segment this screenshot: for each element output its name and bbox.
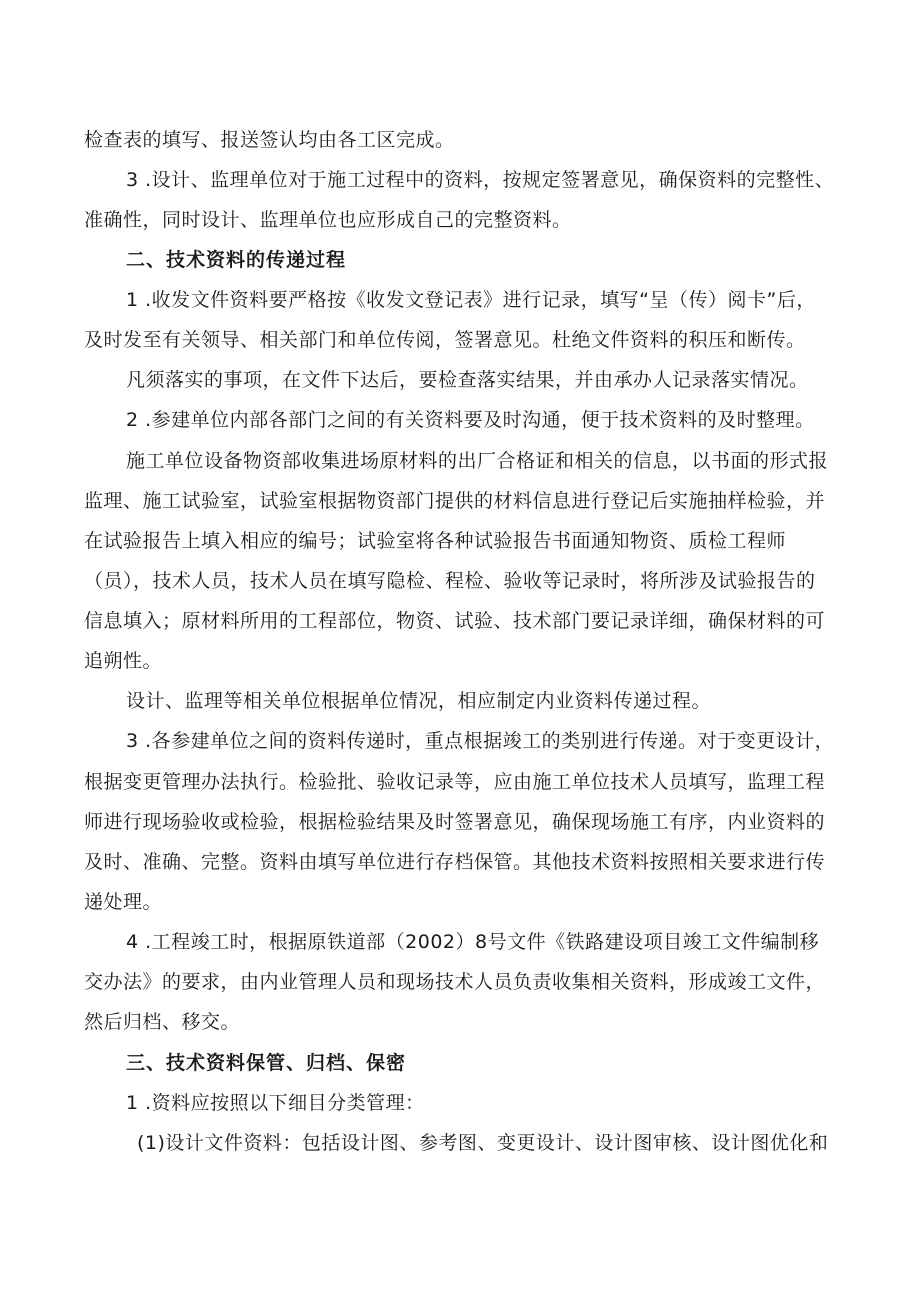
paragraph-line: 然后归档、移交。 bbox=[84, 1011, 241, 1033]
paragraph-line: 监理、施工试验室，试验室根据物资部门提供的材料信息进行登记后实施抽样检验，并 bbox=[84, 490, 826, 512]
paragraph-line: 凡须落实的事项，在文件下达后，要检查落实结果，并由承办人记录落实情况。 bbox=[126, 369, 809, 391]
numbered-item-2: 2 .参建单位内部各部门之间的有关资料要及时沟通，便于技术资料的及时整理。 bbox=[126, 409, 815, 431]
paragraph-line: （员），技术人员，技术人员在填写隐检、程检、验收等记录时，将所涉及试验报告的 bbox=[84, 570, 816, 592]
paragraph-line: 检查表的填写、报送签认均由各工区完成。 bbox=[84, 129, 455, 151]
paragraph-line: 准确性，同时设计、监理单位也应形成自己的完整资料。 bbox=[84, 209, 572, 231]
paragraph-line: 施工单位设备物资部收集进场原材料的出厂合格证和相关的信息，以书面的形式报 bbox=[126, 450, 829, 472]
numbered-item-1: 1 .收发文件资料要严格按《收发文登记表》进行记录，填写“呈（传）阅卡”后， bbox=[126, 289, 816, 311]
sub-item-1: (1)设计文件资料：包括设计图、参考图、变更设计、设计图审核、设计图优化和 bbox=[137, 1132, 829, 1154]
numbered-item-1: 1 .资料应按照以下细目分类管理： bbox=[126, 1092, 425, 1114]
paragraph-line: 信息填入；原材料所用的工程部位，物资、试验、技术部门要记录详细，确保材料的可 bbox=[84, 610, 826, 632]
paragraph-line: 设计、监理等相关单位根据单位情况，相应制定内业资料传递过程。 bbox=[126, 690, 712, 712]
numbered-item-3: 3 .各参建单位之间的资料传递时，重点根据竣工的类别进行传递。对于变更设计， bbox=[126, 730, 835, 752]
paragraph-line: 递处理。 bbox=[84, 891, 163, 913]
paragraph-line: 在试验报告上填入相应的编号；试验室将各种试验报告书面通知物资、质检工程师 bbox=[84, 530, 787, 552]
numbered-item-4: 4 .工程竣工时，根据原铁道部（2002）8号文件《铁路建设项目竣工文件编制移 bbox=[126, 931, 820, 953]
paragraph-line: 及时发至有关领导、相关部门和单位传阅，签署意见。杜绝文件资料的积压和断传。 bbox=[84, 329, 806, 351]
numbered-item-3: 3 .设计、监理单位对于施工过程中的资料，按规定签署意见，确保资料的完整性、 bbox=[126, 169, 835, 191]
section-heading-2: 二、技术资料的传递过程 bbox=[126, 249, 347, 271]
paragraph-line: 师进行现场验收或检验，根据检验结果及时签署意见，确保现场施工有序，内业资料的 bbox=[84, 811, 826, 833]
section-heading-3: 三、技术资料保管、归档、保密 bbox=[126, 1052, 407, 1074]
paragraph-line: 及时、准确、完整。资料由填写单位进行存档保管。其他技术资料按照相关要求进行传 bbox=[84, 851, 826, 873]
paragraph-line: 交办法》的要求，由内业管理人员和现场技术人员负责收集相关资料，形成竣工文件， bbox=[84, 971, 826, 993]
paragraph-line: 追朔性。 bbox=[84, 650, 163, 672]
paragraph-line: 根据变更管理办法执行。检验批、验收记录等，应由施工单位技术人员填写，监理工程 bbox=[84, 771, 826, 793]
